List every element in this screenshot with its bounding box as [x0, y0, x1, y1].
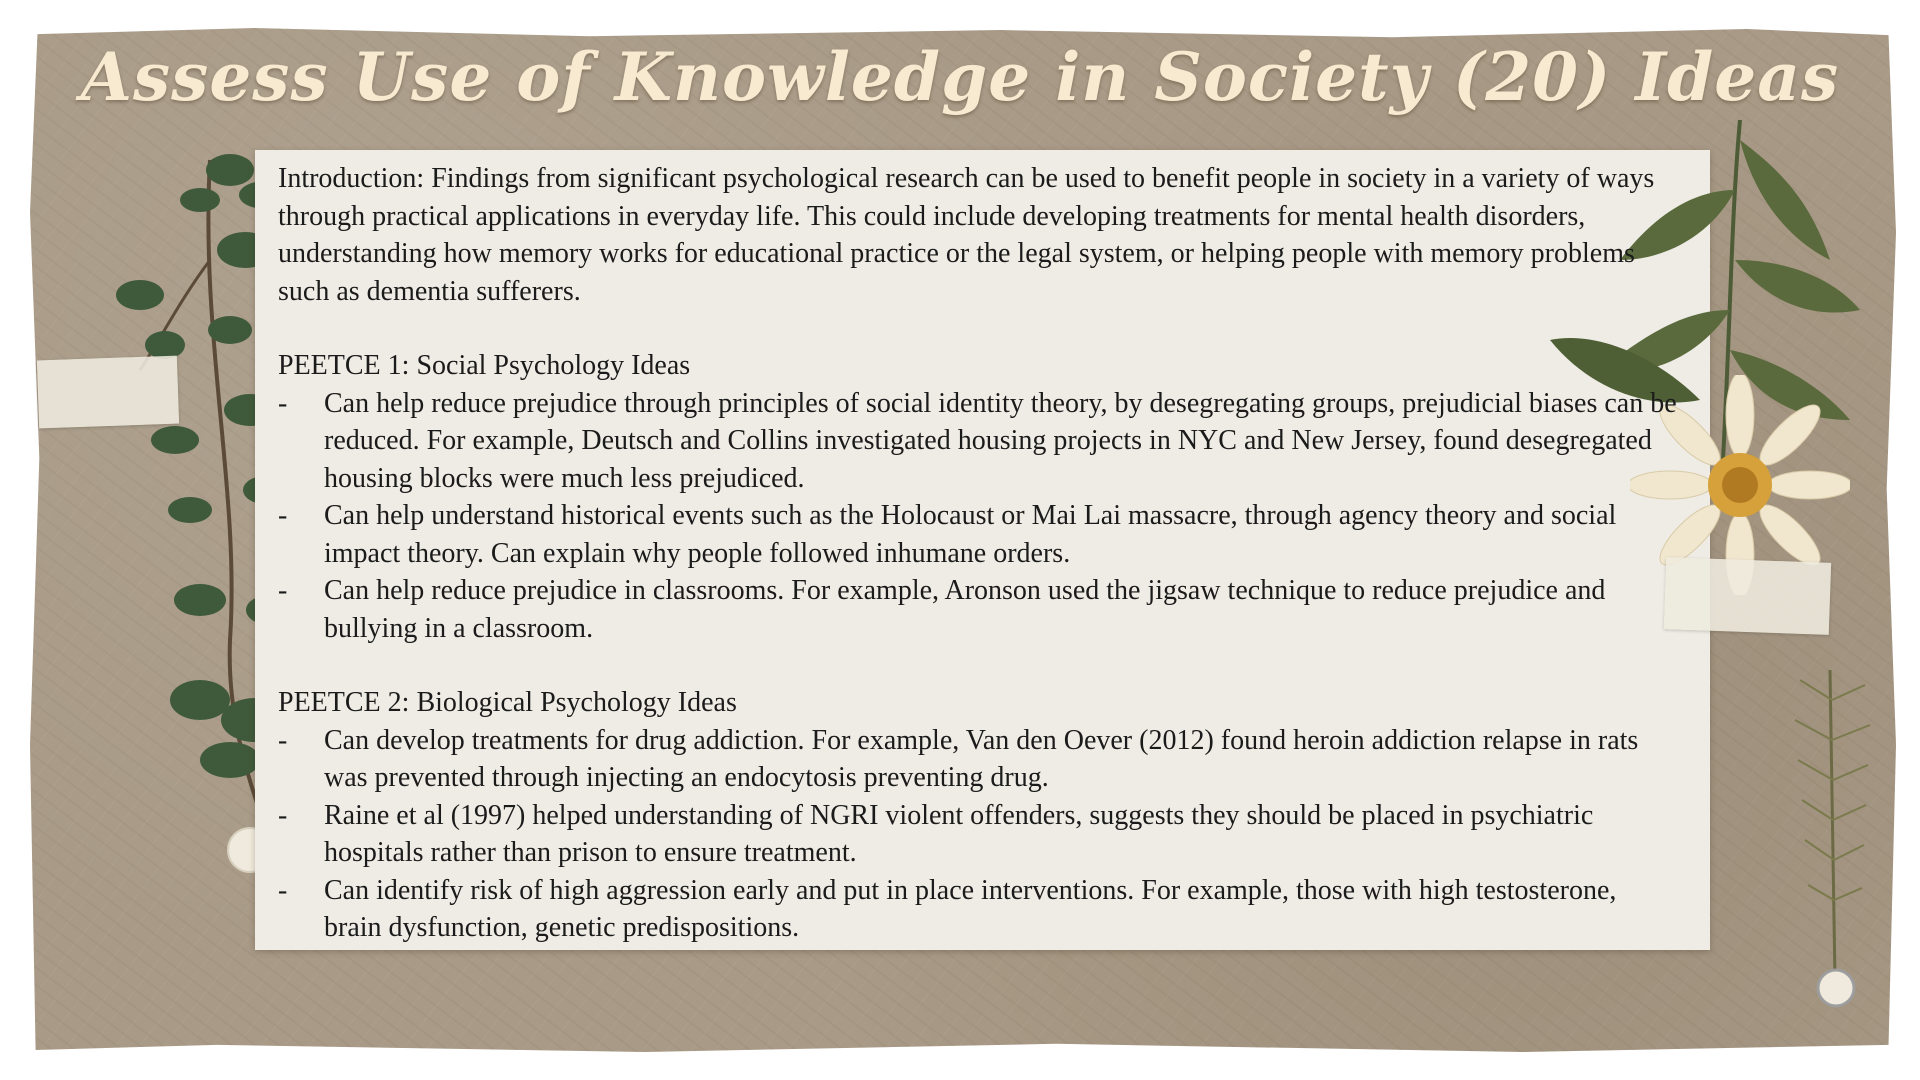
page-title: Assess Use of Knowledge in Society (20) Ideas: [80, 38, 1840, 116]
tape-left: [37, 356, 179, 429]
content-body: [278, 160, 1678, 947]
list-item: - Can identify risk of high aggression early and put in place interventions. For example, those with high testosterone, brain dysfunction, genetic predispositions.: [278, 872, 1678, 947]
bullet-marker: -: [278, 387, 288, 419]
bullet-marker: -: [278, 575, 288, 606]
biological-bullet-list: [278, 722, 1678, 947]
social-bullet-list: [278, 385, 1678, 648]
intro-paragraph: [278, 160, 1678, 310]
list-item: - Can help understand historical events such as the Holocaust or Mai Lai massacre, through agency theory and social impact theory. Can explain why people followed inhumane orders.: [278, 497, 1678, 572]
intro-label: Introduction: [278, 163, 417, 194]
grass-sprig-illustration: [1780, 660, 1880, 1020]
bullet-marker: -: [278, 799, 288, 831]
bullet-marker: -: [278, 500, 288, 531]
section-heading-biological: PEETCE 2: Biological Psychology Ideas: [278, 687, 737, 718]
list-item: - Can help reduce prejudice through principles of social identity theory, by desegregating groups, prejudicial biases can be reduced. For example, Deutsch and Collins investigated housing projects in NYC and New Jersey, found desegregated housing blocks were much less prejudiced.: [278, 385, 1678, 498]
list-item: - Can develop treatments for drug addiction. For example, Van den Oever (2012) found heroin addiction relapse in rats was prevented through injecting an endocytosis preventing drug.: [278, 722, 1678, 797]
tape-right: [1664, 557, 1831, 635]
bullet-marker: -: [278, 874, 288, 906]
bullet-marker: -: [278, 724, 288, 756]
section-heading-social: PEETCE 1: Social Psychology Ideas: [278, 350, 691, 381]
list-item: - Raine et al (1997) helped understanding of NGRI violent offenders, suggests they should be placed in psychiatric hospitals rather than prison to ensure treatment.: [278, 797, 1678, 872]
list-item: - Can help reduce prejudice in classrooms. For example, Aronson used the jigsaw technique to reduce prejudice and bullying in a classroom.: [278, 572, 1678, 647]
intro-text: : Findings from significant psychological research can be used to benefit people in society in a variety of ways through practical applications in everyday life. This could include developing treatments for mental health disorders, understanding how memory works for educational practice or the legal system, or helping people with memory problems such as dementia sufferers.: [278, 163, 1655, 307]
